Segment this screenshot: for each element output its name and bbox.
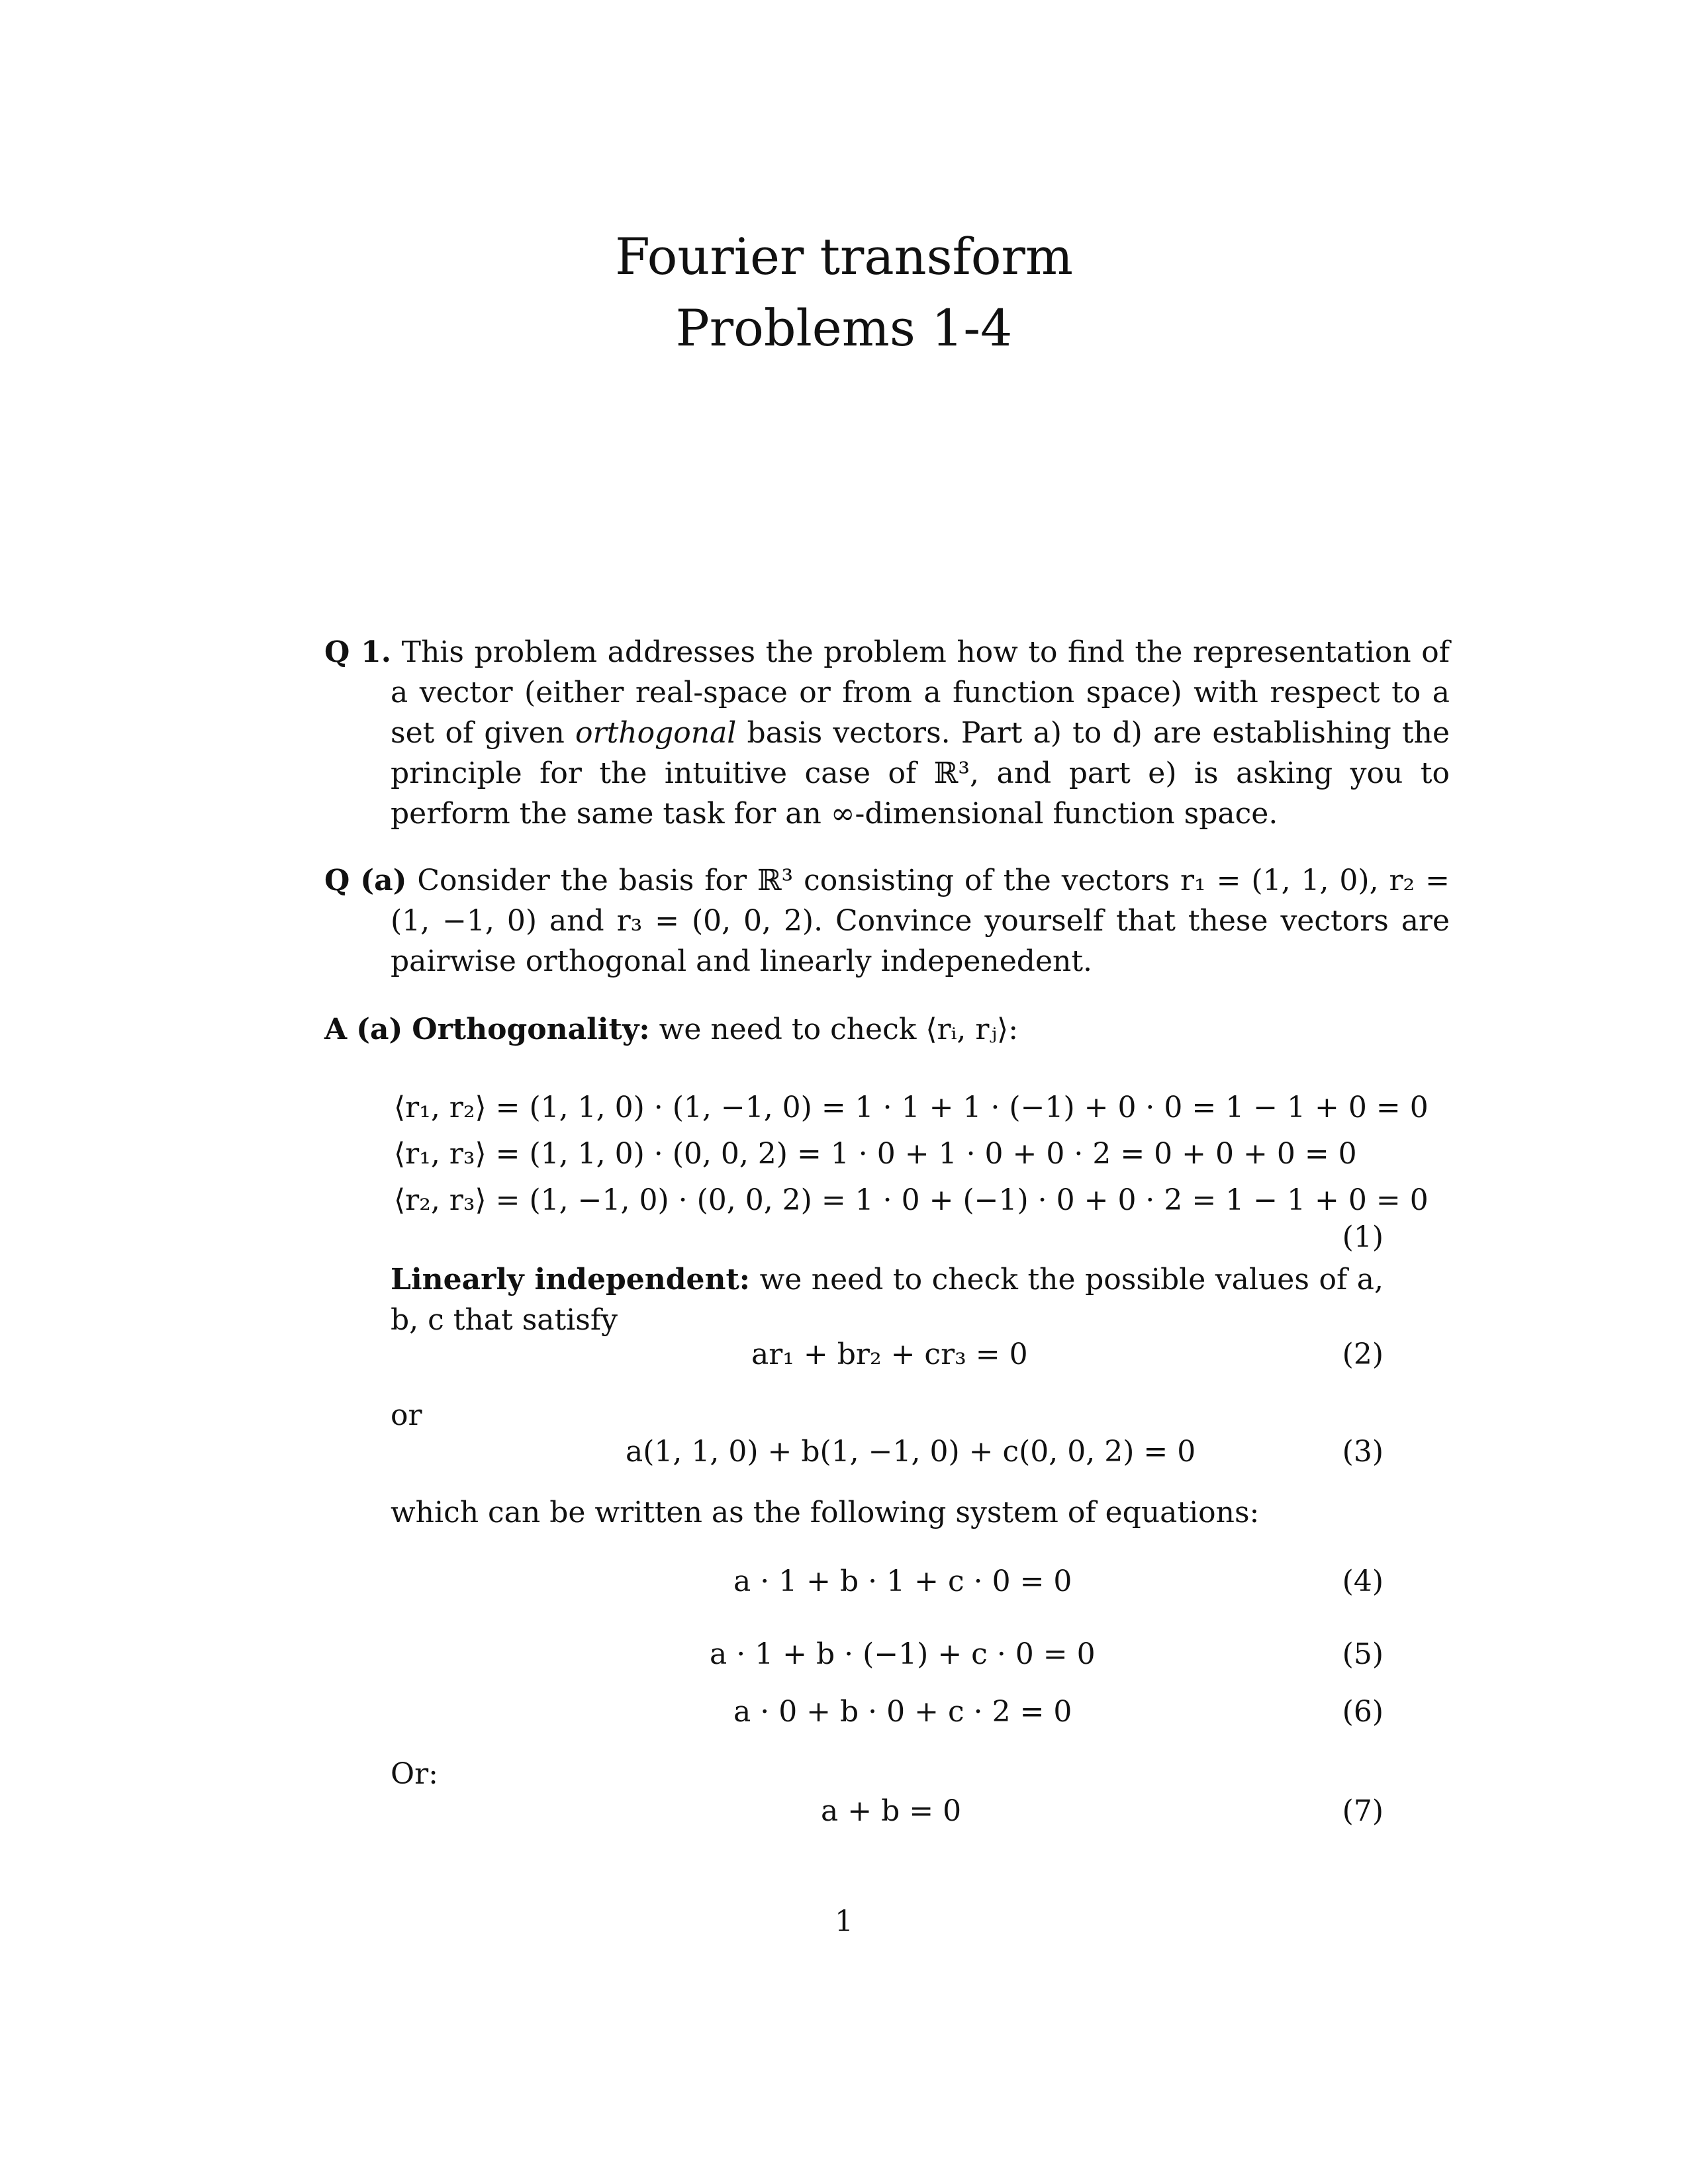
question-1-tag: Q 1. [324,635,392,669]
question-1-text: This problem addresses the problem how to find the representation of a vector (either real-space or from a function space) with respect to a set of given [391,635,1450,750]
eq-number-5: (5) [1342,1637,1383,1671]
eq-number-6: (6) [1342,1695,1383,1729]
eq-number-4: (4) [1342,1565,1383,1598]
question-a-part: (a) [360,864,407,897]
ortho-eq-3: ⟨r₂, r₃⟩ = (1, −1, 0) · (0, 0, 2) = 1 · 0 + (−1) · 0 + 0 · 2 = 1 − 1 + 0 = 0 [394,1183,1429,1217]
linear-independence-paragraph [391,1259,1383,1340]
eq-number-1: (1) [1342,1220,1383,1254]
system-text: which can be written as the following system of equations: [391,1496,1260,1529]
eq-number-2: (2) [1342,1338,1383,1371]
question-a-tag: Q [324,864,350,897]
orthogonality-text: we need to check ⟨rᵢ, rⱼ⟩: [659,1013,1019,1046]
eq-number-7: (7) [1342,1794,1383,1828]
ortho-eq-2: ⟨r₁, r₃⟩ = (1, 1, 0) · (0, 0, 2) = 1 · 0 + 1 · 0 + 0 · 2 = 0 + 0 + 0 = 0 [394,1137,1357,1171]
equation-7: a + b = 0 [821,1794,962,1828]
question-a [324,860,1450,981]
question-a-text: Consider the basis for ℝ³ consisting of the vectors r₁ = (1, 1, 0), r₂ = (1, −1, 0) and r₃ = (0, 0, 2). Convince yourself that these vectors are pairwise orthogonal and linearly indepenedent. [391,864,1450,978]
ortho-eq-1: ⟨r₁, r₂⟩ = (1, 1, 0) · (1, −1, 0) = 1 · 1 + 1 · (−1) + 0 · 0 = 1 − 1 + 0 = 0 [394,1091,1429,1124]
question-1 [324,632,1450,834]
linear-independence-text: we need to check the possible values of a, b, c that satisfy [391,1263,1383,1337]
page-number: 1 [835,1905,853,1938]
answer-a-part: (a) [356,1013,403,1046]
equation-6: a · 0 + b · 0 + c · 2 = 0 [733,1695,1072,1729]
orthogonality-heading: Orthogonality: [412,1013,650,1046]
equation-3: a(1, 1, 0) + b(1, −1, 0) + c(0, 0, 2) = 0 [626,1435,1196,1469]
question-1-text2: basis vectors. Part a) to d) are establishing the principle for the intuitive case of ℝ³, and part e) is asking you to perform the same task for an ∞-dimensional function space. [391,716,1450,831]
equation-2: ar₁ + br₂ + cr₃ = 0 [751,1338,1028,1371]
or-colon-label: Or: [391,1757,438,1791]
answer-a-heading-line [324,1009,1018,1050]
or-label: or [391,1398,422,1432]
answer-a-tag: A [324,1013,348,1046]
equation-5: a · 1 + b · (−1) + c · 0 = 0 [710,1637,1096,1671]
equation-4: a · 1 + b · 1 + c · 0 = 0 [733,1565,1072,1598]
question-1-emph: orthogonal [575,716,737,750]
title-line-1: Fourier transform [615,227,1073,286]
linear-independence-heading: Linearly independent: [391,1263,751,1297]
eq-number-3: (3) [1342,1435,1383,1469]
title-line-2: Problems 1-4 [675,298,1013,357]
